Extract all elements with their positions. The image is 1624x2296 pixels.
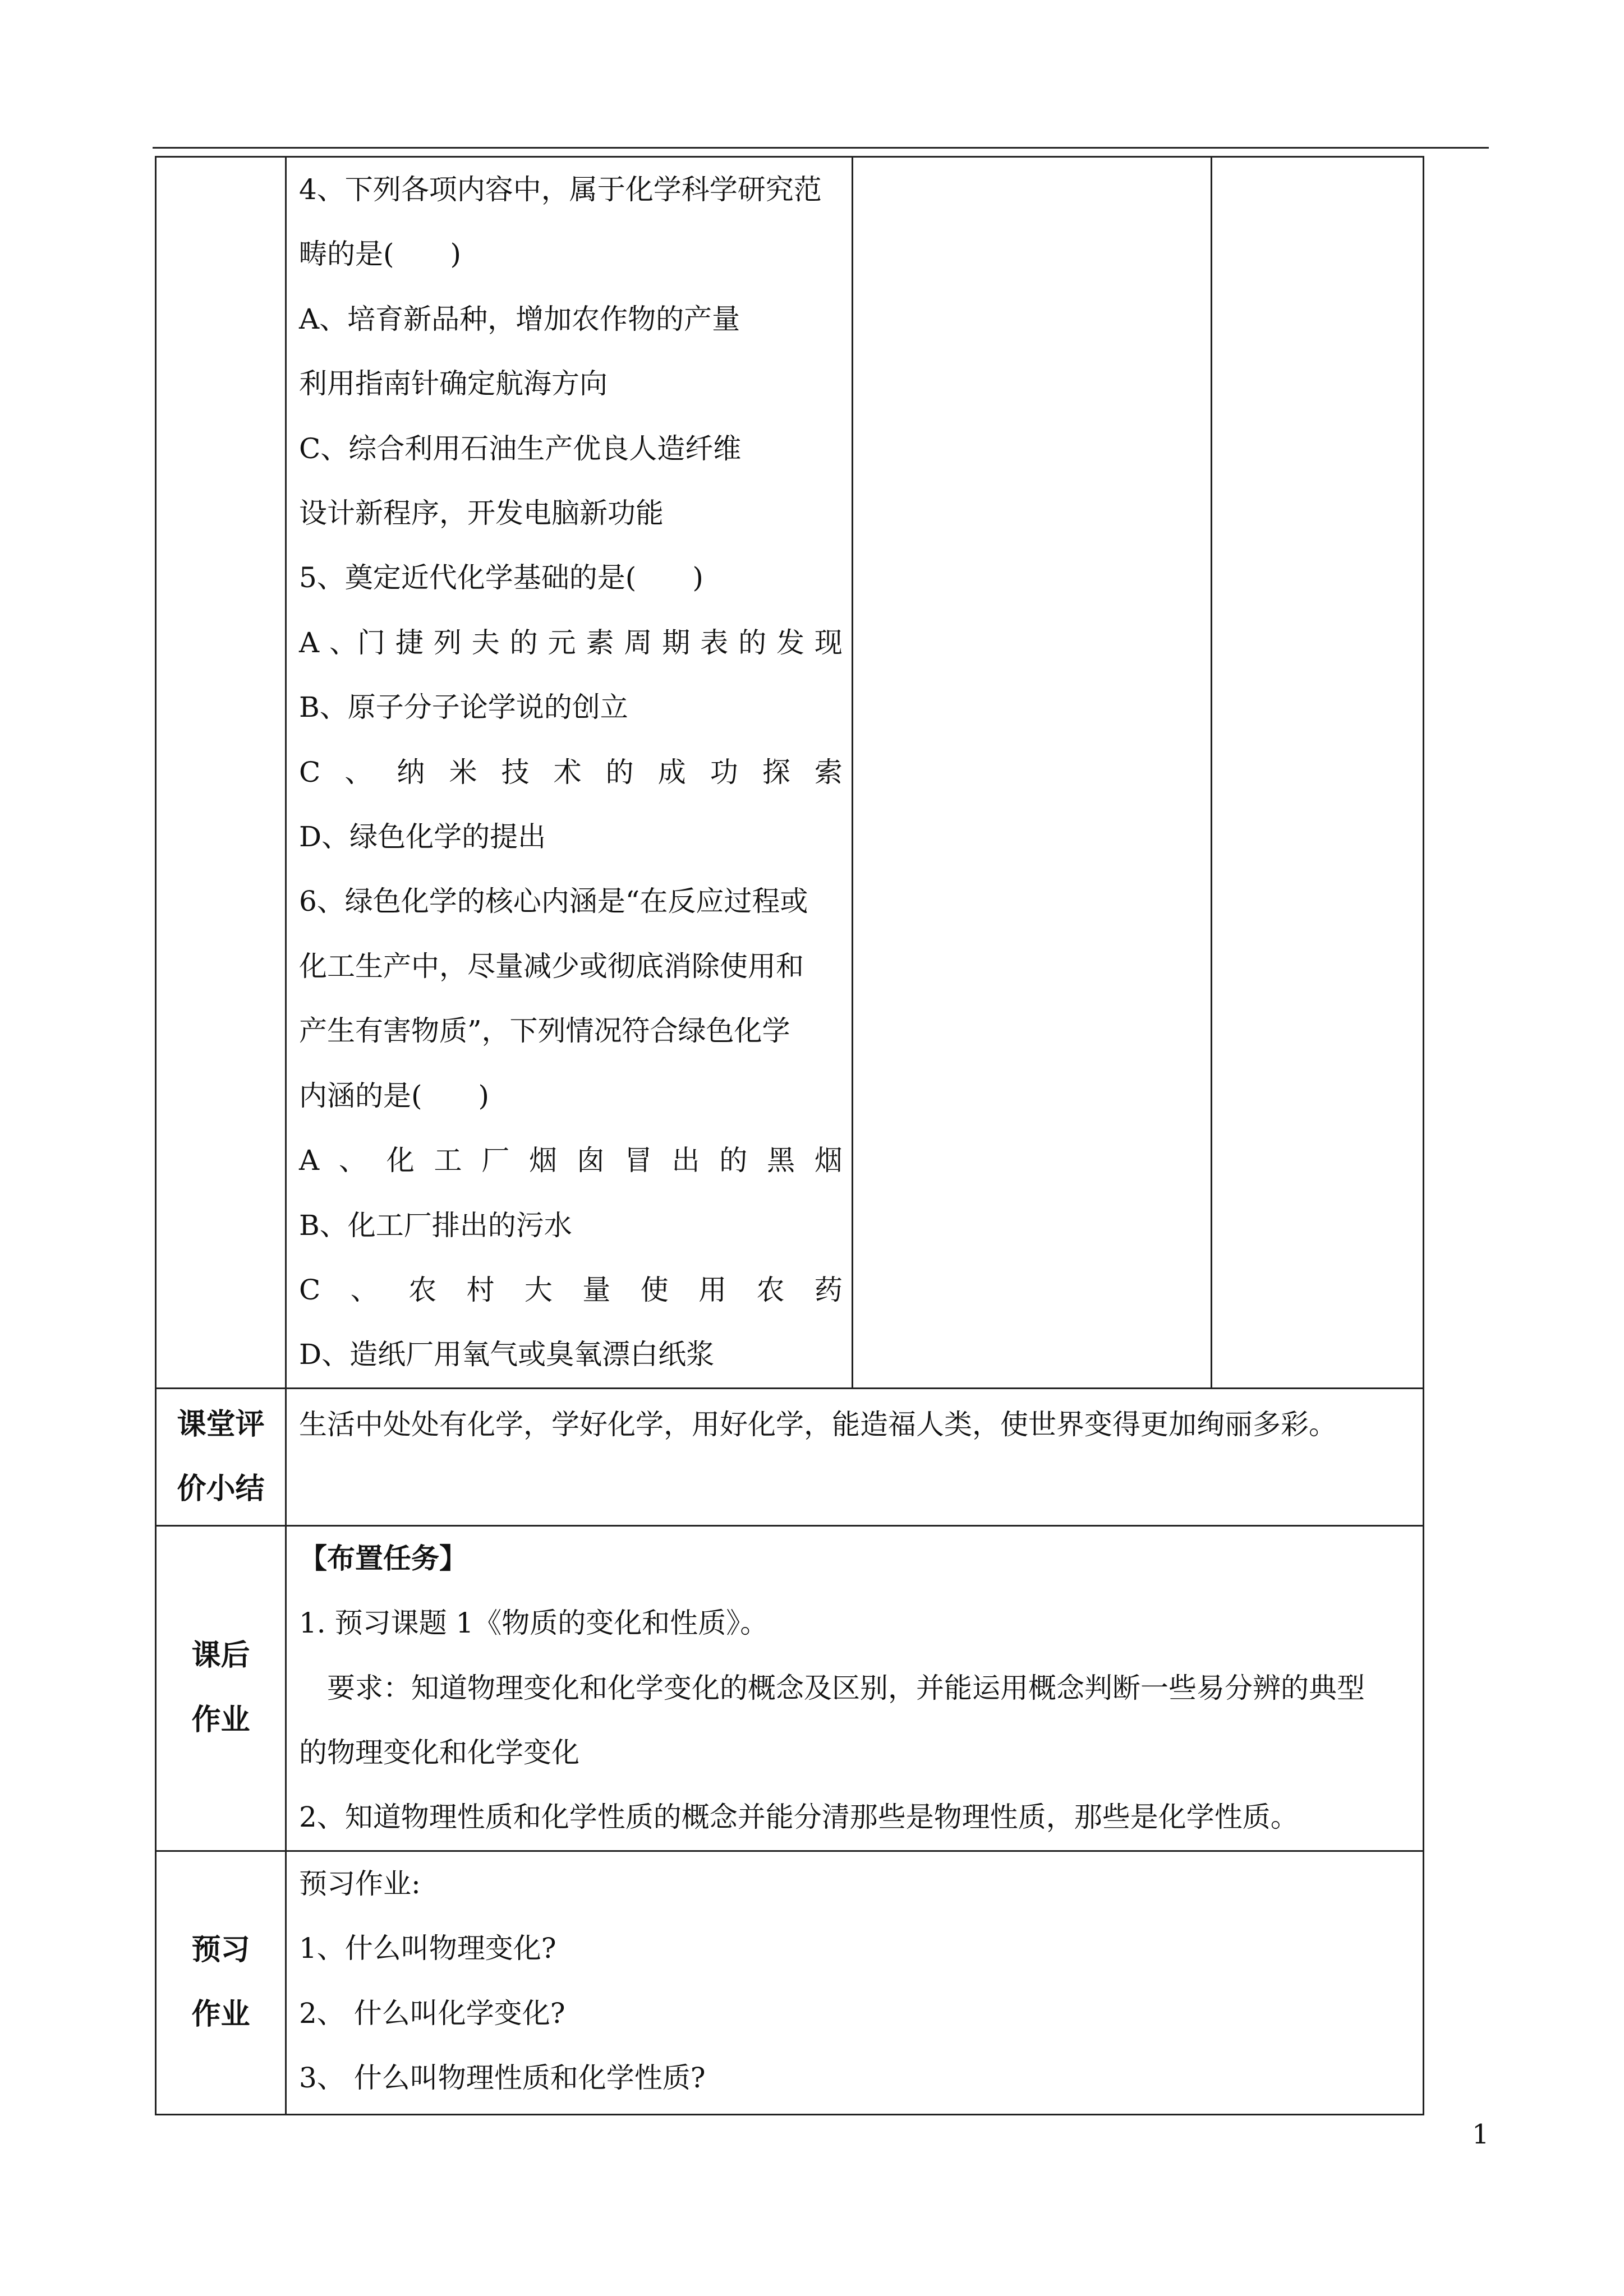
justified-glyph: 的 xyxy=(719,1144,748,1177)
justified-glyph: 烟 xyxy=(529,1144,558,1177)
homework-line: 1. 预习课题 1《物质的变化和性质》。 xyxy=(299,1607,769,1640)
justified-glyph: 农 xyxy=(408,1273,437,1306)
exercise-line: 化工生产中，尽量减少或彻底消除使用和 xyxy=(299,949,804,983)
homework-row xyxy=(156,1525,1424,1851)
justified-glyph: 素 xyxy=(586,626,614,659)
justified-glyph: 药 xyxy=(814,1273,843,1306)
exercise-line: 畴的是( ) xyxy=(299,238,462,271)
justified-glyph: 厂 xyxy=(481,1144,510,1177)
homework-line: 的物理变化和化学变化 xyxy=(299,1736,579,1769)
exercise-blank-cell-2 xyxy=(1212,157,1424,1389)
exercise-line: C、综合利用石油生产优良人造纤维 xyxy=(299,432,742,465)
exercise-line: 产生有害物质”，下列情况符合绿色化学 xyxy=(299,1015,790,1048)
justified-glyph: C xyxy=(299,755,321,789)
preview-line: 3、 什么叫物理性质和化学性质? xyxy=(299,2061,706,2094)
justified-glyph: A xyxy=(299,1144,320,1177)
justified-glyph: 元 xyxy=(548,626,576,659)
justified-glyph: 现 xyxy=(814,626,843,659)
justified-glyph: 技 xyxy=(501,755,530,789)
justified-glyph: 期 xyxy=(662,626,691,659)
summary-text: 生活中处处有化学，学好化学，用好化学，能造福人类，使世界变得更加绚丽多彩。 xyxy=(299,1408,1337,1441)
summary-label: 课堂评 价小结 xyxy=(177,1407,265,1506)
homework-line: 要求：知道物理变化和化学变化的概念及区别，并能运用概念判断一些易分辨的典型 xyxy=(299,1671,1365,1704)
preview-row xyxy=(156,1851,1424,2114)
justified-glyph: 术 xyxy=(553,755,582,789)
exercise-line xyxy=(299,611,843,675)
preview-cell xyxy=(286,1851,1424,2114)
preview-label-cell xyxy=(156,1851,286,2114)
summary-cell xyxy=(286,1388,1424,1525)
justified-glyph: 的 xyxy=(509,626,538,659)
header-rule xyxy=(153,147,1489,149)
homework-heading: 【布置任务】 xyxy=(299,1542,467,1575)
exercise-line: 4、下列各项内容中，属于化学科学研究范 xyxy=(299,173,822,206)
exercise-lines xyxy=(287,158,852,1387)
justified-glyph: 发 xyxy=(776,626,804,659)
exercise-line: 利用指南针确定航海方向 xyxy=(299,367,608,400)
justified-glyph: 、 xyxy=(338,1144,367,1177)
exercise-line: A、培育新品种，增加农作物的产量 xyxy=(299,302,740,335)
justified-glyph: 用 xyxy=(698,1273,727,1306)
justified-glyph: 、 xyxy=(350,1273,379,1306)
exercise-line: 设计新程序，开发电脑新功能 xyxy=(299,497,664,530)
exercise-line: D、绿色化学的提出 xyxy=(299,820,546,854)
preview-line: 2、 什么叫化学变化? xyxy=(299,1997,565,2030)
justified-glyph: 周 xyxy=(624,626,652,659)
justified-glyph: 化 xyxy=(386,1144,415,1177)
homework-label: 课后 作业 xyxy=(191,1638,250,1737)
justified-glyph: 农 xyxy=(756,1273,785,1306)
exercise-line xyxy=(299,740,843,805)
justified-glyph: 烟 xyxy=(814,1144,843,1177)
preview-label: 预习 作业 xyxy=(191,1933,250,2032)
justified-glyph: 功 xyxy=(710,755,738,789)
justified-glyph: 、门 xyxy=(329,626,386,659)
justified-glyph: C xyxy=(299,1273,321,1306)
justified-glyph: 的 xyxy=(605,755,634,789)
justified-glyph: 冒 xyxy=(624,1144,652,1177)
page-number: 1 xyxy=(1472,2119,1489,2150)
justified-glyph: 探 xyxy=(762,755,790,789)
exercise-line: 内涵的是( ) xyxy=(299,1079,490,1112)
exercise-line: B、原子分子论学说的创立 xyxy=(299,691,628,724)
justified-glyph: 的 xyxy=(738,626,767,659)
justified-glyph: 索 xyxy=(814,755,843,789)
justified-glyph: 囱 xyxy=(576,1144,605,1177)
exercise-label-cell xyxy=(156,157,286,1389)
homework-line: 2、知道物理性质和化学性质的概念并能分清那些是物理性质，那些是化学性质。 xyxy=(299,1801,1299,1834)
summary-row xyxy=(156,1388,1424,1525)
justified-glyph: 使 xyxy=(640,1273,669,1306)
justified-glyph: 米 xyxy=(449,755,477,789)
preview-lines xyxy=(287,1852,1423,2111)
justified-glyph: 夫 xyxy=(471,626,500,659)
justified-glyph: 成 xyxy=(657,755,686,789)
homework-label-cell xyxy=(156,1525,286,1851)
exercise-line xyxy=(299,1258,843,1322)
exercise-line: B、化工厂排出的污水 xyxy=(299,1209,572,1242)
justified-glyph: 村 xyxy=(466,1273,495,1306)
homework-cell xyxy=(286,1525,1424,1851)
justified-glyph: 列 xyxy=(433,626,462,659)
justified-glyph: 黑 xyxy=(767,1144,795,1177)
justified-glyph: 工 xyxy=(434,1144,462,1177)
justified-glyph: 纳 xyxy=(397,755,425,789)
justified-glyph: A xyxy=(299,626,320,659)
lesson-plan-table xyxy=(155,156,1424,2115)
preview-line: 1、什么叫物理变化? xyxy=(299,1932,556,1965)
justified-glyph: 、 xyxy=(344,755,373,789)
exercise-row xyxy=(156,157,1424,1389)
exercise-line: D、造纸厂用氧气或臭氧漂白纸浆 xyxy=(299,1338,715,1371)
justified-glyph: 捷 xyxy=(395,626,424,659)
justified-glyph: 表 xyxy=(700,626,729,659)
justified-glyph: 量 xyxy=(582,1273,611,1306)
exercise-blank-cell-1 xyxy=(853,157,1212,1389)
summary-label-cell xyxy=(156,1388,286,1525)
justified-glyph: 出 xyxy=(671,1144,700,1177)
justified-glyph: 大 xyxy=(524,1273,553,1306)
preview-line: 预习作业: xyxy=(299,1867,421,1900)
exercise-cell xyxy=(286,157,853,1389)
homework-lines xyxy=(287,1527,1423,1850)
exercise-line: 6、绿色化学的核心内涵是“在反应过程或 xyxy=(299,885,808,918)
exercise-line: 5、奠定近代化学基础的是( ) xyxy=(299,561,703,594)
exercise-line xyxy=(299,1128,843,1193)
